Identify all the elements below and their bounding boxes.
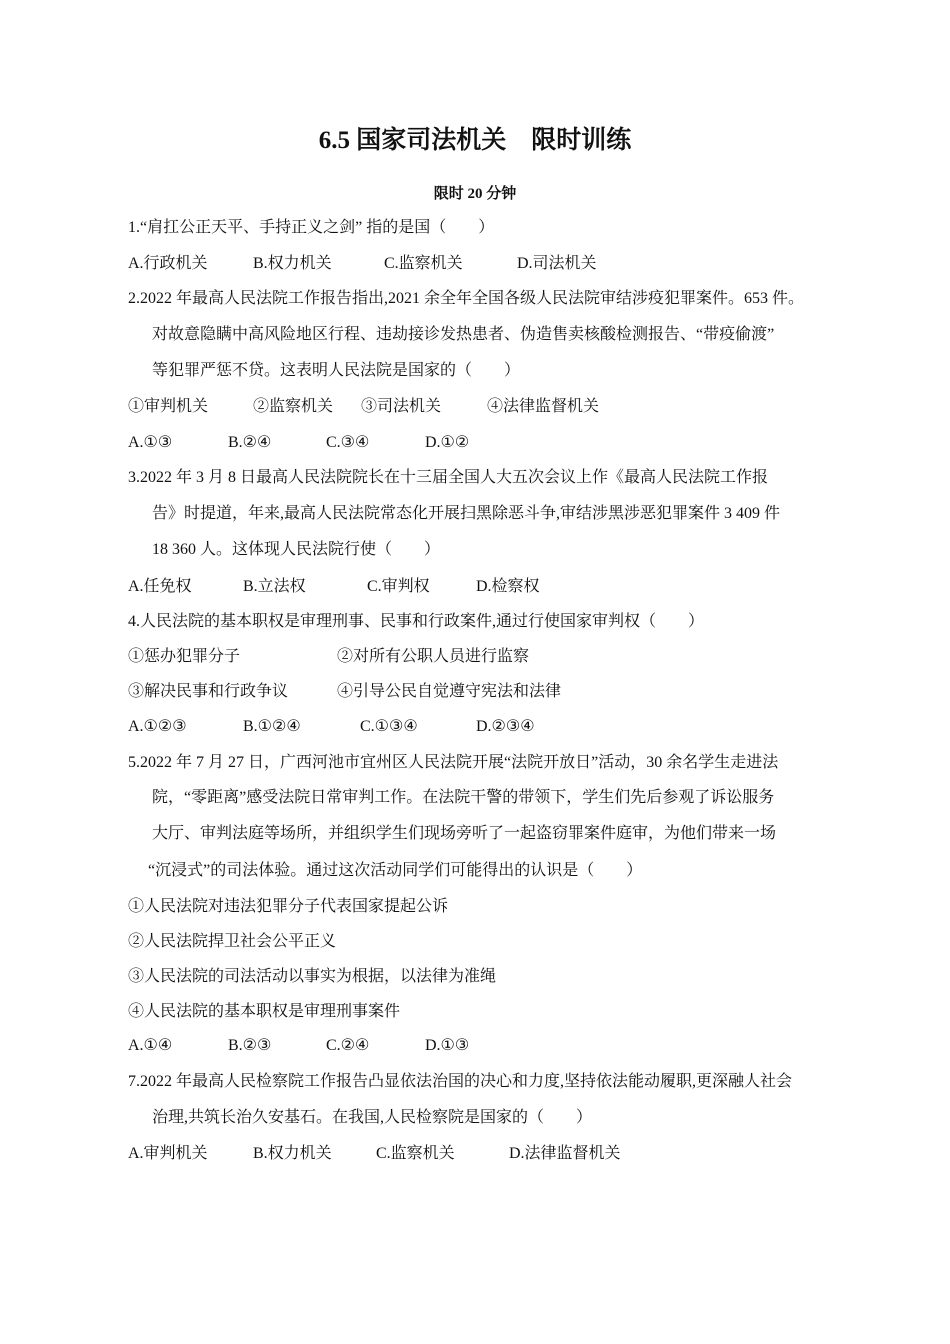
time-limit: 限时 20 分钟 [433, 186, 517, 202]
q3-stem-line: 3.2022 年 3 月 8 日最高人民法院院长在十三届全国人大五次会议上作《最高人民法院工作报 [128, 469, 769, 486]
q5-statement: ④人民法院的基本职权是审理刑事案件 [128, 1003, 401, 1020]
q4-option-b: B.①②④ [243, 718, 301, 735]
q1-stem: 1.“肩扛公正天平、手持正义之剑” 指的是国（ ） [128, 219, 495, 236]
q5-option-d: D.①③ [425, 1037, 470, 1054]
q5-stem-line: 院，“零距离”感受法院日常审判工作。在法院干警的带领下，学生们先后参观了诉讼服务 [152, 789, 775, 806]
q2-option-c: C.③④ [326, 434, 370, 451]
page-title: 6.5 国家司法机关 限时训练 [318, 127, 632, 154]
q7-stem-line: 治理,共筑长治久安基石。在我国,人民检察院是国家的（ ） [152, 1109, 593, 1126]
q2-option-d: D.①② [425, 434, 470, 451]
q1-option-b: B.权力机关 [253, 255, 332, 272]
q5-statement: ②人民法院捍卫社会公平正义 [128, 933, 337, 950]
q2-stem-line: 等犯罪严惩不贷。这表明人民法院是国家的（ ） [152, 362, 521, 379]
q1-option-d: D.司法机关 [517, 255, 597, 272]
q7-option-c: C.监察机关 [376, 1145, 455, 1162]
q2-option-a: A.①③ [128, 434, 173, 451]
q4-option-c: C.①③④ [360, 718, 418, 735]
q4-statement: ④引导公民自觉遵守宪法和法律 [337, 683, 562, 700]
q2-statement: ①审判机关 [128, 398, 209, 415]
q7-option-a: A.审判机关 [128, 1145, 208, 1162]
q5-statement: ③人民法院的司法活动以事实为根据，以法律为准绳 [128, 968, 497, 985]
q1-option-c: C.监察机关 [384, 255, 463, 272]
q2-stem-line: 2.2022 年最高人民法院工作报告指出,2021 余全年全国各级人民法院审结涉疫犯罪案件。653 件。 [128, 290, 805, 307]
q7-stem-line: 7.2022 年最高人民检察院工作报告凸显依法治国的决心和力度,坚持依法能动履职,更深融人社会 [128, 1073, 793, 1090]
q2-statement: ③司法机关 [361, 398, 442, 415]
q7-option-d: D.法律监督机关 [509, 1145, 621, 1162]
q3-option-b: B.立法权 [243, 578, 306, 595]
q5-stem-line: 大厅、审判法庭等场所，并组织学生们现场旁听了一起盗窃罪案件庭审，为他们带来一场 [152, 825, 777, 842]
q4-statement: ①惩办犯罪分子 [128, 648, 241, 665]
q1-option-a: A.行政机关 [128, 255, 208, 272]
q5-statement: ①人民法院对违法犯罪分子代表国家提起公诉 [128, 898, 449, 915]
q5-option-c: C.②④ [326, 1037, 370, 1054]
q4-stem: 4.人民法院的基本职权是审理刑事、民事和行政案件,通过行使国家审判权（ ） [128, 613, 705, 630]
q3-stem-line: 告》时提道，年来,最高人民法院常态化开展扫黑除恶斗争,审结涉黑涉恶犯罪案件 3 409 件 [152, 505, 781, 522]
q3-option-d: D.检察权 [476, 578, 540, 595]
q2-statement: ④法律监督机关 [487, 398, 600, 415]
q3-stem-line: 18 360 人。这体现人民法院行使（ ） [152, 541, 441, 558]
q2-stem-line: 对故意隐瞒中高风险地区行程、违劫接诊发热患者、伪造售卖核酸检测报告、“带疫偷渡” [152, 326, 775, 343]
q5-option-a: A.①④ [128, 1037, 173, 1054]
q5-stem-line: 5.2022 年 7 月 27 日，广西河池市宜州区人民法院开展“法院开放日”活动，30 余名学生走进法 [128, 754, 779, 771]
q2-option-b: B.②④ [228, 434, 272, 451]
q4-statement: ③解决民事和行政争议 [128, 683, 289, 700]
q2-statement: ②监察机关 [253, 398, 334, 415]
q5-stem-line: “沉浸式”的司法体验。通过这次活动同学们可能得出的认识是（ ） [148, 862, 643, 879]
q4-statement: ②对所有公职人员进行监察 [337, 648, 530, 665]
q5-option-b: B.②③ [228, 1037, 272, 1054]
q3-option-a: A.任免权 [128, 578, 192, 595]
q4-option-a: A.①②③ [128, 718, 187, 735]
q7-option-b: B.权力机关 [253, 1145, 332, 1162]
q4-option-d: D.②③④ [476, 718, 535, 735]
q3-option-c: C.审判权 [367, 578, 430, 595]
